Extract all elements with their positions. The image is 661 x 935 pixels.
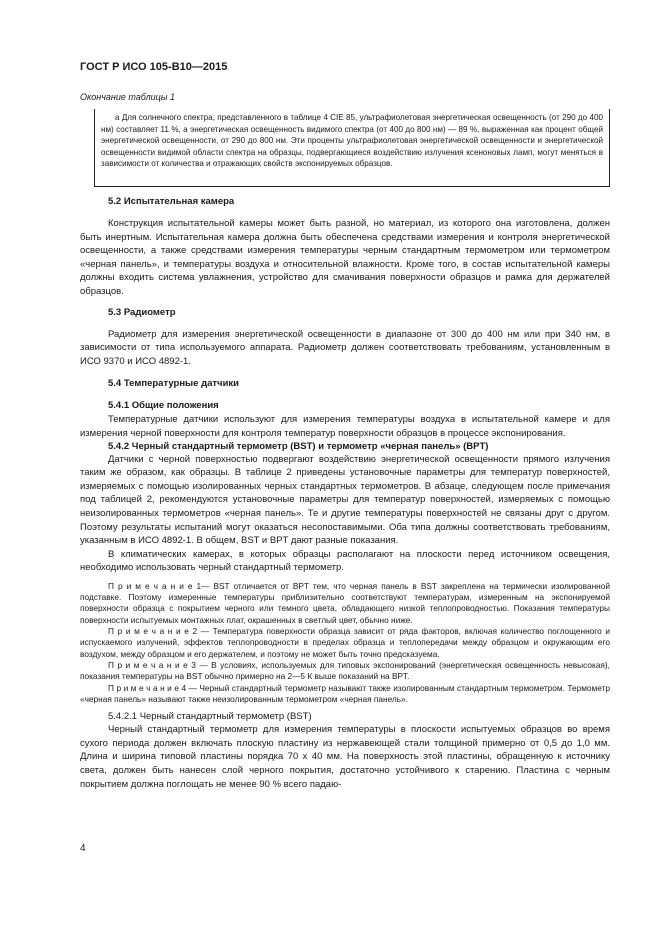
note-3: П р и м е ч а н и е 3 — В условиях, используемых для типовых экспонирований (энергетическая освещенность невысокая), показания температуры на BST обычно примерно на 2—5 К выше показаний на BPT. [80, 659, 610, 682]
table-caption: Окончание таблицы 1 [80, 92, 175, 102]
section-5-2-title: 5.2 Испытательная камера [108, 196, 235, 207]
table-footnote: а Для солнечного спектра, представленного в таблице 4 CIE 85, ультрафиолетовая энергетическая освещенность (от 290 до 400 нм) составляет 11 %, а энергетическая освещенность видимого спектра (от 400 до 800 нм) — 89 %, выраженная как процент общей энергетической освещенности, от 290 до 800 нм. Эти проценты ультрафиолетовая энергетической освещенности и энергетической освещенности видимой области спектра на образцы, подвергающиеся воздействию излучения ксеноновых ламп, могут меняться в зависимости от количества и отражающих свойств экспонируемых образцов. [101, 113, 603, 168]
table-footnote-box [94, 109, 610, 187]
page-number: 4 [80, 843, 86, 854]
section-5-4-title: 5.4 Температурные датчики [108, 378, 240, 390]
document-body [80, 196, 610, 791]
section-5-3-title: 5.3 Радиометр [108, 306, 176, 318]
section-5-4-2-paragraph-1: Датчики с черной поверхностью подвергают воздействию энергетической освещенности прямого излучения таким же образом, как образцы. В таблице 2 приведены установочные параметры для температур поверхностей, измеряемых с помощью изолированных черных стандартных термометров. В абзаце, следующем после примечания под таблицей 2, рекомендуются установочные параметры для температур поверхностей, измеряемых с помощью неизолированных термометров «черная панель». Те и другие температуры поверхностей не связаны друг с другом. Поэтому результаты испытаний могут оказаться несопоставимыми. Оба типа должны соответствовать требованиям, указанным в ИСО 4892-1. В общем, BST и BPT дают разные показания. [80, 453, 610, 547]
section-5-4-1-title: 5.4.1 Общие положения [108, 400, 219, 412]
section-5-4-2-1-title: 5.4.2.1 Черный стандартный термометр (BST) [108, 711, 312, 723]
section-5-3-text: Радиометр для измерения энергетической освещенности в диапазоне от 300 до 400 нм или при 340 нм, в зависимости от типа используемого аппарата. Радиометр должен соответствовать требованиям, установленным в ИСО 9370 и ИСО 4892-1. [80, 328, 610, 367]
note-4: П р и м е ч а н и е 4 — Черный стандартный термометр называют также изолированным стандартным термометром. Термометр «черная панель» называют также неизолированным термометром «черная панель». [80, 682, 610, 704]
section-5-2-text: Конструкция испытательной камеры может быть разной, но материал, из которого она изготовлена, должен быть инертным. Испытательная камера должна быть обеспечена средствами измерения и контроля энергетической освещенности, а также средствами измерения температуры черным стандартным термометром или термометром «черная панель», и температуры воздуха и относительной влажности. Кроме того, в состав испытательной камеры должны входить система увлажнения, устройство для смачивания поверхности образцов и рамка для держателей образцов. [80, 218, 610, 297]
document-header: ГОСТ Р ИСО 105-B10—2015 [80, 61, 228, 73]
section-5-4-2-paragraph-2: В климатических камерах, в которых образцы располагают на плоскости перед источником освещения, необходимо использовать черный стандартный термометр. [80, 548, 610, 574]
note-1: П р и м е ч а н и е 1— BST отличается от BPT тем, что черная панель в BST закреплена на термически изолированной подставке. Поэтому измеренные температуры приблизительно соответствуют температурам, измеренным на экспонируемой поверхности образца с покрытием черного или темного цвета, обладающего низкой теплопроводностью. Показания температуры поверхности испытуемых монтажных плат, окрашенных в светлый цвет, обычно ниже. [80, 580, 610, 625]
section-5-4-2-1-text: Черный стандартный термометр для измерения температуры в плоскости испытуемых образцов во время сухого периода должен включать плоскую пластину из нержавеющей стали толщиной примерно от 0,5 до 1,0 мм. Длина и ширина типовой пластины порядка 70 х 40 мм. На поверхность этой пластины, обращенную к источнику света, должен быть нанесен слой черного покрытия, достаточно устойчивого к старению. Пластина с черным покрытием должна поглощать не менее 90 % всего падаю- [80, 724, 610, 790]
note-2: П р и м е ч а н и е 2 — Температура поверхности образца зависит от ряда факторов, включая количество поглощенного и испускаемого излучений, эффектов теплопроводности в пределах образца и теплопередачи между образцом и окружающим его воздухом, между образцом и его держателем, и поэтому не может быть точно предсказуема. [80, 626, 610, 659]
section-5-4-1-text: Температурные датчики используют для измерения температуры воздуха в испытательной камере и для измерения черной поверхности для контроля температур поверхности образцов в процессе экспонирования. [80, 414, 610, 439]
section-5-4-2-title: 5.4.2 Черный стандартный термометр (BST) и термометр «черная панель» (BPT) [108, 440, 489, 452]
